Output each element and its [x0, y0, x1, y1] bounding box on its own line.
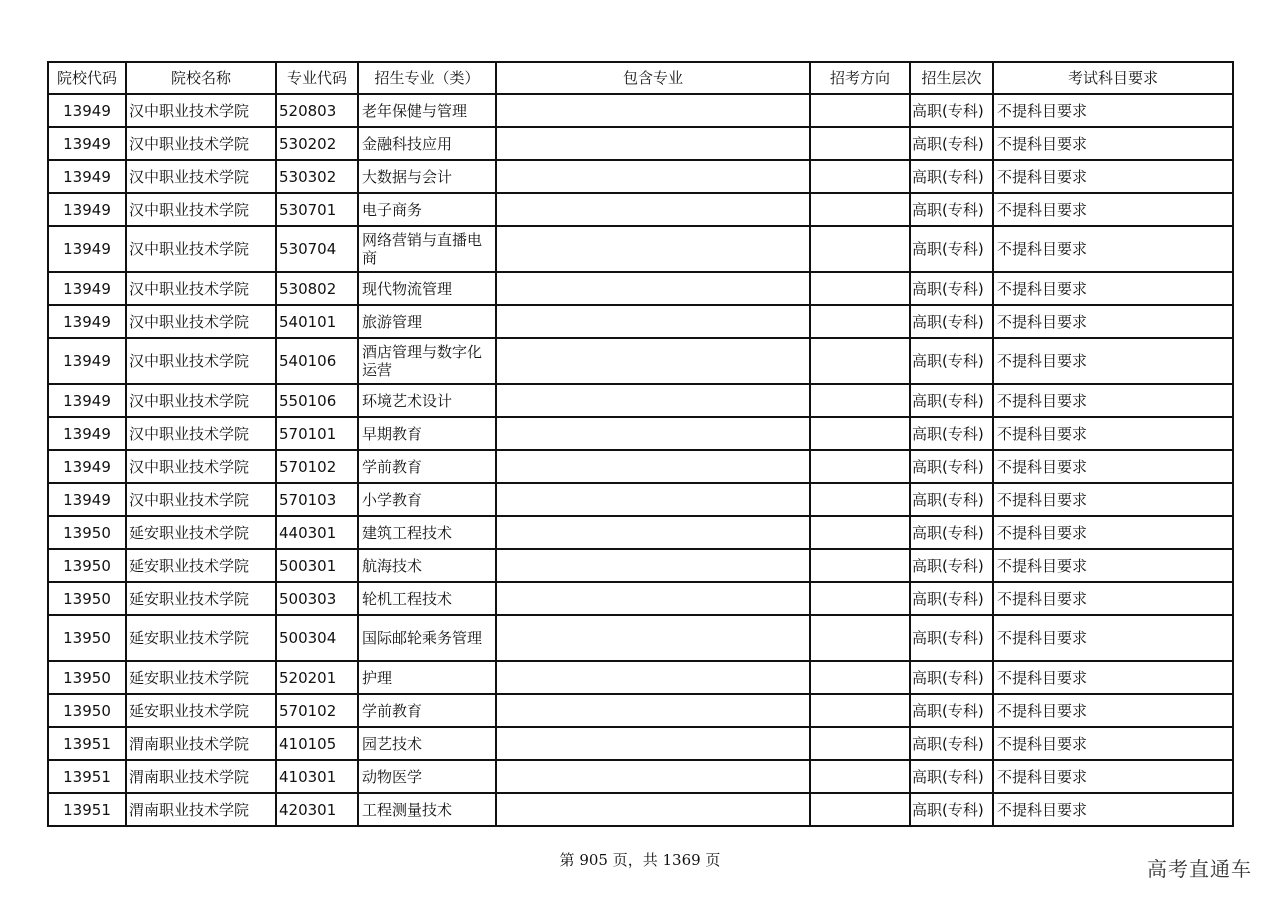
cell-school-code: 13950: [48, 549, 126, 582]
cell-school-code: 13949: [48, 417, 126, 450]
header-major: 招生专业（类）: [358, 62, 496, 94]
cell-direction: [810, 384, 910, 417]
header-school-code: 院校代码: [48, 62, 126, 94]
cell-major: 酒店管理与数字化运营: [358, 338, 496, 384]
cell-major-code: 540106: [276, 338, 358, 384]
cell-school-name: 延安职业技术学院: [126, 661, 276, 694]
cell-school-name: 汉中职业技术学院: [126, 160, 276, 193]
cell-major: 小学教育: [358, 483, 496, 516]
cell-included-majors: [496, 549, 810, 582]
cell-included-majors: [496, 450, 810, 483]
cell-major-code: 570102: [276, 450, 358, 483]
cell-included-majors: [496, 305, 810, 338]
cell-school-name: 汉中职业技术学院: [126, 127, 276, 160]
cell-included-majors: [496, 516, 810, 549]
cell-level: 高职(专科): [910, 305, 993, 338]
cell-included-majors: [496, 94, 810, 127]
cell-level: 高职(专科): [910, 272, 993, 305]
cell-level: 高职(专科): [910, 226, 993, 272]
cell-level: 高职(专科): [910, 450, 993, 483]
cell-direction: [810, 760, 910, 793]
cell-school-code: 13949: [48, 127, 126, 160]
cell-direction: [810, 727, 910, 760]
cell-major: 国际邮轮乘务管理: [358, 615, 496, 661]
cell-school-code: 13949: [48, 272, 126, 305]
cell-level: 高职(专科): [910, 193, 993, 226]
cell-requirement: 不提科目要求: [993, 160, 1233, 193]
cell-level: 高职(专科): [910, 582, 993, 615]
cell-school-name: 汉中职业技术学院: [126, 193, 276, 226]
cell-included-majors: [496, 615, 810, 661]
cell-requirement: 不提科目要求: [993, 483, 1233, 516]
cell-direction: [810, 694, 910, 727]
cell-school-name: 渭南职业技术学院: [126, 760, 276, 793]
cell-school-code: 13949: [48, 483, 126, 516]
table-header-row: [48, 62, 1233, 94]
table-row: [48, 615, 1233, 661]
cell-level: 高职(专科): [910, 338, 993, 384]
cell-school-code: 13951: [48, 793, 126, 826]
cell-requirement: 不提科目要求: [993, 615, 1233, 661]
cell-major-code: 420301: [276, 793, 358, 826]
cell-major-code: 520201: [276, 661, 358, 694]
cell-included-majors: [496, 582, 810, 615]
cell-major: 工程测量技术: [358, 793, 496, 826]
cell-requirement: 不提科目要求: [993, 226, 1233, 272]
cell-school-code: 13950: [48, 661, 126, 694]
cell-major-code: 570103: [276, 483, 358, 516]
cell-school-name: 汉中职业技术学院: [126, 338, 276, 384]
cell-school-name: 延安职业技术学院: [126, 694, 276, 727]
cell-requirement: 不提科目要求: [993, 694, 1233, 727]
table-row: [48, 694, 1233, 727]
cell-level: 高职(专科): [910, 615, 993, 661]
cell-level: 高职(专科): [910, 417, 993, 450]
cell-included-majors: [496, 417, 810, 450]
cell-major-code: 530302: [276, 160, 358, 193]
cell-school-code: 13950: [48, 582, 126, 615]
cell-major-code: 520803: [276, 94, 358, 127]
cell-requirement: 不提科目要求: [993, 384, 1233, 417]
table-row: [48, 661, 1233, 694]
cell-requirement: 不提科目要求: [993, 760, 1233, 793]
cell-level: 高职(专科): [910, 793, 993, 826]
cell-direction: [810, 582, 910, 615]
cell-requirement: 不提科目要求: [993, 793, 1233, 826]
cell-major: 旅游管理: [358, 305, 496, 338]
cell-direction: [810, 160, 910, 193]
cell-major: 老年保健与管理: [358, 94, 496, 127]
table-row: [48, 127, 1233, 160]
cell-major-code: 570101: [276, 417, 358, 450]
cell-major-code: 530802: [276, 272, 358, 305]
table-row: [48, 193, 1233, 226]
cell-level: 高职(专科): [910, 127, 993, 160]
table-row: [48, 384, 1233, 417]
cell-level: 高职(专科): [910, 516, 993, 549]
cell-included-majors: [496, 160, 810, 193]
cell-requirement: 不提科目要求: [993, 450, 1233, 483]
header-level: 招生层次: [910, 62, 993, 94]
cell-major: 学前教育: [358, 694, 496, 727]
table-row: [48, 417, 1233, 450]
cell-major: 网络营销与直播电商: [358, 226, 496, 272]
cell-major-code: 550106: [276, 384, 358, 417]
cell-requirement: 不提科目要求: [993, 549, 1233, 582]
cell-school-name: 渭南职业技术学院: [126, 727, 276, 760]
cell-major: 园艺技术: [358, 727, 496, 760]
cell-major-code: 540101: [276, 305, 358, 338]
cell-included-majors: [496, 272, 810, 305]
cell-school-name: 延安职业技术学院: [126, 516, 276, 549]
cell-requirement: 不提科目要求: [993, 661, 1233, 694]
cell-requirement: 不提科目要求: [993, 582, 1233, 615]
cell-school-code: 13949: [48, 193, 126, 226]
cell-level: 高职(专科): [910, 760, 993, 793]
cell-school-name: 汉中职业技术学院: [126, 94, 276, 127]
page-number: 第 905 页，共 1369 页: [559, 851, 721, 869]
cell-direction: [810, 272, 910, 305]
cell-included-majors: [496, 727, 810, 760]
cell-level: 高职(专科): [910, 661, 993, 694]
admission-table: [47, 61, 1234, 827]
cell-school-name: 汉中职业技术学院: [126, 384, 276, 417]
cell-requirement: 不提科目要求: [993, 305, 1233, 338]
cell-major: 金融科技应用: [358, 127, 496, 160]
cell-level: 高职(专科): [910, 384, 993, 417]
cell-school-code: 13949: [48, 305, 126, 338]
cell-school-code: 13949: [48, 450, 126, 483]
cell-direction: [810, 615, 910, 661]
cell-school-code: 13949: [48, 160, 126, 193]
cell-school-code: 13949: [48, 338, 126, 384]
table-row: [48, 516, 1233, 549]
cell-major: 航海技术: [358, 549, 496, 582]
cell-major-code: 500304: [276, 615, 358, 661]
watermark: 高考直通车: [1147, 857, 1252, 881]
cell-major: 环境艺术设计: [358, 384, 496, 417]
cell-level: 高职(专科): [910, 549, 993, 582]
cell-major: 学前教育: [358, 450, 496, 483]
table-row: [48, 94, 1233, 127]
table-row: [48, 226, 1233, 272]
cell-requirement: 不提科目要求: [993, 272, 1233, 305]
admission-table-wrapper: [47, 61, 1232, 827]
cell-direction: [810, 94, 910, 127]
cell-direction: [810, 226, 910, 272]
cell-major-code: 410301: [276, 760, 358, 793]
cell-included-majors: [496, 483, 810, 516]
cell-included-majors: [496, 193, 810, 226]
cell-school-name: 延安职业技术学院: [126, 582, 276, 615]
cell-included-majors: [496, 661, 810, 694]
cell-requirement: 不提科目要求: [993, 516, 1233, 549]
cell-major: 大数据与会计: [358, 160, 496, 193]
cell-school-name: 渭南职业技术学院: [126, 793, 276, 826]
cell-school-name: 汉中职业技术学院: [126, 483, 276, 516]
cell-direction: [810, 193, 910, 226]
cell-major-code: 530701: [276, 193, 358, 226]
cell-requirement: 不提科目要求: [993, 417, 1233, 450]
cell-school-name: 汉中职业技术学院: [126, 226, 276, 272]
cell-major-code: 500301: [276, 549, 358, 582]
table-row: [48, 338, 1233, 384]
table-row: [48, 793, 1233, 826]
table-row: [48, 305, 1233, 338]
cell-school-name: 汉中职业技术学院: [126, 417, 276, 450]
cell-direction: [810, 549, 910, 582]
cell-included-majors: [496, 384, 810, 417]
cell-direction: [810, 338, 910, 384]
cell-requirement: 不提科目要求: [993, 193, 1233, 226]
table-row: [48, 272, 1233, 305]
cell-school-name: 汉中职业技术学院: [126, 272, 276, 305]
cell-requirement: 不提科目要求: [993, 127, 1233, 160]
cell-school-name: 汉中职业技术学院: [126, 450, 276, 483]
cell-requirement: 不提科目要求: [993, 338, 1233, 384]
cell-direction: [810, 450, 910, 483]
cell-included-majors: [496, 338, 810, 384]
cell-major: 轮机工程技术: [358, 582, 496, 615]
table-row: [48, 727, 1233, 760]
cell-major-code: 500303: [276, 582, 358, 615]
table-row: [48, 483, 1233, 516]
cell-major-code: 530202: [276, 127, 358, 160]
cell-major-code: 410105: [276, 727, 358, 760]
table-row: [48, 549, 1233, 582]
cell-direction: [810, 417, 910, 450]
cell-included-majors: [496, 226, 810, 272]
cell-level: 高职(专科): [910, 94, 993, 127]
cell-school-code: 13950: [48, 516, 126, 549]
cell-major: 电子商务: [358, 193, 496, 226]
cell-direction: [810, 127, 910, 160]
cell-major: 现代物流管理: [358, 272, 496, 305]
header-included-majors: 包含专业: [496, 62, 810, 94]
header-direction: 招考方向: [810, 62, 910, 94]
cell-major-code: 570102: [276, 694, 358, 727]
cell-requirement: 不提科目要求: [993, 727, 1233, 760]
cell-direction: [810, 516, 910, 549]
cell-level: 高职(专科): [910, 727, 993, 760]
cell-school-code: 13950: [48, 615, 126, 661]
cell-school-name: 延安职业技术学院: [126, 615, 276, 661]
cell-requirement: 不提科目要求: [993, 94, 1233, 127]
cell-included-majors: [496, 127, 810, 160]
cell-school-code: 13949: [48, 384, 126, 417]
cell-school-code: 13949: [48, 226, 126, 272]
cell-major: 护理: [358, 661, 496, 694]
cell-major: 动物医学: [358, 760, 496, 793]
cell-level: 高职(专科): [910, 483, 993, 516]
cell-major-code: 440301: [276, 516, 358, 549]
cell-included-majors: [496, 694, 810, 727]
cell-school-name: 延安职业技术学院: [126, 549, 276, 582]
cell-level: 高职(专科): [910, 694, 993, 727]
cell-major: 早期教育: [358, 417, 496, 450]
cell-included-majors: [496, 793, 810, 826]
header-requirement: 考试科目要求: [993, 62, 1233, 94]
cell-level: 高职(专科): [910, 160, 993, 193]
cell-school-name: 汉中职业技术学院: [126, 305, 276, 338]
cell-direction: [810, 661, 910, 694]
table-row: [48, 760, 1233, 793]
cell-direction: [810, 305, 910, 338]
cell-school-code: 13951: [48, 760, 126, 793]
header-school-name: 院校名称: [126, 62, 276, 94]
cell-school-code: 13950: [48, 694, 126, 727]
cell-included-majors: [496, 760, 810, 793]
table-row: [48, 450, 1233, 483]
cell-direction: [810, 793, 910, 826]
cell-major: 建筑工程技术: [358, 516, 496, 549]
cell-direction: [810, 483, 910, 516]
cell-school-code: 13949: [48, 94, 126, 127]
table-row: [48, 582, 1233, 615]
table-body: [48, 94, 1233, 826]
table-row: [48, 160, 1233, 193]
header-major-code: 专业代码: [276, 62, 358, 94]
cell-school-code: 13951: [48, 727, 126, 760]
cell-major-code: 530704: [276, 226, 358, 272]
